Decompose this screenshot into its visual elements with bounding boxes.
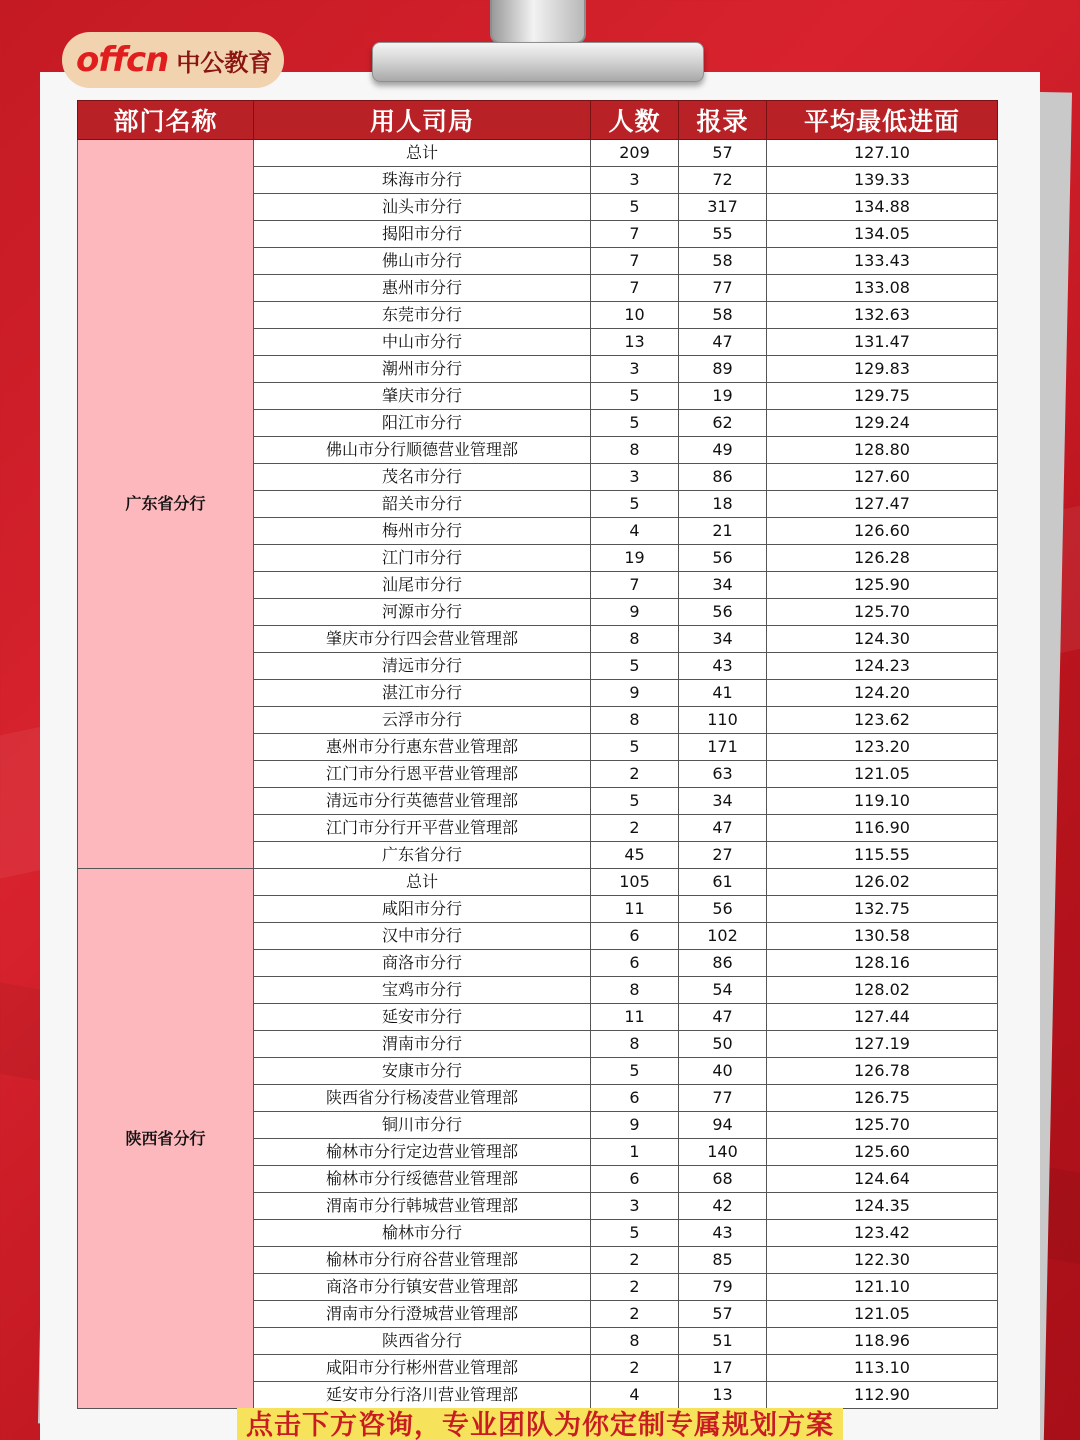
count-cell: 4: [591, 1382, 679, 1409]
min-score-cell: 119.10: [767, 788, 998, 815]
ratio-cell: 77: [679, 1085, 767, 1112]
ratio-cell: 171: [679, 734, 767, 761]
count-cell: 6: [591, 1085, 679, 1112]
count-cell: 7: [591, 572, 679, 599]
min-score-cell: 118.96: [767, 1328, 998, 1355]
bureau-cell: 榆林市分行定边营业管理部: [254, 1139, 591, 1166]
ratio-cell: 61: [679, 869, 767, 896]
bureau-cell: 惠州市分行惠东营业管理部: [254, 734, 591, 761]
bureau-cell: 惠州市分行: [254, 275, 591, 302]
min-score-cell: 124.20: [767, 680, 998, 707]
bureau-cell: 广东省分行: [254, 842, 591, 869]
logo-text-cn: 中公教育: [176, 48, 273, 77]
count-cell: 4: [591, 518, 679, 545]
bureau-cell: 总计: [254, 140, 591, 167]
count-cell: 11: [591, 896, 679, 923]
min-score-cell: 127.44: [767, 1004, 998, 1031]
min-score-cell: 127.60: [767, 464, 998, 491]
count-cell: 5: [591, 788, 679, 815]
min-score-cell: 113.10: [767, 1355, 998, 1382]
bureau-cell: 陕西省分行: [254, 1328, 591, 1355]
bureau-cell: 渭南市分行韩城营业管理部: [254, 1193, 591, 1220]
bureau-cell: 延安市分行洛川营业管理部: [254, 1382, 591, 1409]
bureau-cell: 韶关市分行: [254, 491, 591, 518]
bureau-cell: 东莞市分行: [254, 302, 591, 329]
count-cell: 3: [591, 464, 679, 491]
min-score-cell: 125.90: [767, 572, 998, 599]
ratio-cell: 40: [679, 1058, 767, 1085]
min-score-cell: 130.58: [767, 923, 998, 950]
count-cell: 7: [591, 275, 679, 302]
count-cell: 5: [591, 491, 679, 518]
consult-banner[interactable]: 点击下方咨询，专业团队为你定制专属规划方案: [237, 1408, 843, 1440]
min-score-cell: 132.63: [767, 302, 998, 329]
min-score-cell: 121.05: [767, 1301, 998, 1328]
bureau-cell: 陕西省分行杨凌营业管理部: [254, 1085, 591, 1112]
ratio-cell: 19: [679, 383, 767, 410]
ratio-cell: 34: [679, 572, 767, 599]
bureau-cell: 总计: [254, 869, 591, 896]
ratio-cell: 47: [679, 815, 767, 842]
count-cell: 3: [591, 356, 679, 383]
min-score-cell: 123.42: [767, 1220, 998, 1247]
ratio-cell: 57: [679, 140, 767, 167]
min-score-cell: 128.02: [767, 977, 998, 1004]
min-score-cell: 128.80: [767, 437, 998, 464]
ratio-cell: 85: [679, 1247, 767, 1274]
bureau-cell: 阳江市分行: [254, 410, 591, 437]
bureau-cell: 延安市分行: [254, 1004, 591, 1031]
min-score-cell: 126.78: [767, 1058, 998, 1085]
bureau-cell: 湛江市分行: [254, 680, 591, 707]
min-score-cell: 126.75: [767, 1085, 998, 1112]
ratio-cell: 72: [679, 167, 767, 194]
count-cell: 8: [591, 437, 679, 464]
dept-cell: 广东省分行: [78, 140, 254, 869]
bureau-cell: 商洛市分行: [254, 950, 591, 977]
ratio-cell: 56: [679, 545, 767, 572]
bureau-cell: 肇庆市分行四会营业管理部: [254, 626, 591, 653]
min-score-cell: 131.47: [767, 329, 998, 356]
ratio-cell: 18: [679, 491, 767, 518]
ratio-cell: 317: [679, 194, 767, 221]
count-cell: 2: [591, 1301, 679, 1328]
bureau-cell: 潮州市分行: [254, 356, 591, 383]
count-cell: 7: [591, 248, 679, 275]
min-score-cell: 123.20: [767, 734, 998, 761]
count-cell: 45: [591, 842, 679, 869]
count-cell: 105: [591, 869, 679, 896]
ratio-cell: 56: [679, 896, 767, 923]
min-score-cell: 134.88: [767, 194, 998, 221]
header-ratio: 报录: [679, 101, 767, 140]
min-score-cell: 139.33: [767, 167, 998, 194]
ratio-cell: 43: [679, 1220, 767, 1247]
bureau-cell: 榆林市分行府谷营业管理部: [254, 1247, 591, 1274]
ratio-cell: 54: [679, 977, 767, 1004]
min-score-cell: 128.16: [767, 950, 998, 977]
ratio-cell: 58: [679, 248, 767, 275]
min-score-cell: 121.05: [767, 761, 998, 788]
count-cell: 5: [591, 383, 679, 410]
count-cell: 2: [591, 1274, 679, 1301]
bureau-cell: 宝鸡市分行: [254, 977, 591, 1004]
count-cell: 2: [591, 1355, 679, 1382]
header-dept: 部门名称: [78, 101, 254, 140]
ratio-cell: 17: [679, 1355, 767, 1382]
min-score-cell: 124.35: [767, 1193, 998, 1220]
ratio-cell: 77: [679, 275, 767, 302]
bureau-cell: 汕尾市分行: [254, 572, 591, 599]
min-score-cell: 132.75: [767, 896, 998, 923]
ratio-cell: 21: [679, 518, 767, 545]
count-cell: 11: [591, 1004, 679, 1031]
bureau-cell: 肇庆市分行: [254, 383, 591, 410]
bureau-cell: 揭阳市分行: [254, 221, 591, 248]
min-score-cell: 127.47: [767, 491, 998, 518]
ratio-cell: 56: [679, 599, 767, 626]
min-score-cell: 134.05: [767, 221, 998, 248]
min-score-cell: 121.10: [767, 1274, 998, 1301]
ratio-cell: 63: [679, 761, 767, 788]
ratio-cell: 94: [679, 1112, 767, 1139]
min-score-cell: 112.90: [767, 1382, 998, 1409]
min-score-cell: 127.19: [767, 1031, 998, 1058]
brand-logo: [62, 32, 284, 88]
bureau-cell: 清远市分行英德营业管理部: [254, 788, 591, 815]
ratio-cell: 13: [679, 1382, 767, 1409]
ratio-cell: 102: [679, 923, 767, 950]
min-score-cell: 125.70: [767, 1112, 998, 1139]
count-cell: 5: [591, 410, 679, 437]
dept-cell: 陕西省分行: [78, 869, 254, 1409]
bureau-cell: 梅州市分行: [254, 518, 591, 545]
bureau-cell: 渭南市分行澄城营业管理部: [254, 1301, 591, 1328]
min-score-cell: 124.23: [767, 653, 998, 680]
min-score-cell: 133.08: [767, 275, 998, 302]
ratio-cell: 68: [679, 1166, 767, 1193]
bureau-cell: 渭南市分行: [254, 1031, 591, 1058]
bureau-cell: 清远市分行: [254, 653, 591, 680]
min-score-cell: 115.55: [767, 842, 998, 869]
min-score-cell: 116.90: [767, 815, 998, 842]
min-score-cell: 122.30: [767, 1247, 998, 1274]
count-cell: 209: [591, 140, 679, 167]
ratio-cell: 140: [679, 1139, 767, 1166]
count-cell: 8: [591, 626, 679, 653]
min-score-cell: 125.70: [767, 599, 998, 626]
bureau-cell: 云浮市分行: [254, 707, 591, 734]
min-score-cell: 126.28: [767, 545, 998, 572]
count-cell: 2: [591, 815, 679, 842]
ratio-cell: 47: [679, 1004, 767, 1031]
ratio-cell: 86: [679, 950, 767, 977]
count-cell: 9: [591, 599, 679, 626]
header-bureau: 用人司局: [254, 101, 591, 140]
ratio-cell: 34: [679, 626, 767, 653]
min-score-cell: 129.75: [767, 383, 998, 410]
ratio-cell: 86: [679, 464, 767, 491]
min-score-cell: 133.43: [767, 248, 998, 275]
count-cell: 8: [591, 707, 679, 734]
table-header-row: [78, 101, 998, 140]
bureau-cell: 榆林市分行: [254, 1220, 591, 1247]
count-cell: 10: [591, 302, 679, 329]
bureau-cell: 茂名市分行: [254, 464, 591, 491]
count-cell: 1: [591, 1139, 679, 1166]
header-count: 人数: [591, 101, 679, 140]
recruitment-table: [77, 100, 998, 1409]
ratio-cell: 41: [679, 680, 767, 707]
ratio-cell: 43: [679, 653, 767, 680]
table-row: [78, 869, 998, 896]
ratio-cell: 110: [679, 707, 767, 734]
ratio-cell: 79: [679, 1274, 767, 1301]
ratio-cell: 58: [679, 302, 767, 329]
count-cell: 5: [591, 194, 679, 221]
count-cell: 2: [591, 1247, 679, 1274]
bureau-cell: 珠海市分行: [254, 167, 591, 194]
count-cell: 5: [591, 1220, 679, 1247]
bureau-cell: 铜川市分行: [254, 1112, 591, 1139]
logo-text-en: offcn: [76, 40, 169, 80]
min-score-cell: 129.24: [767, 410, 998, 437]
count-cell: 5: [591, 653, 679, 680]
count-cell: 8: [591, 1031, 679, 1058]
count-cell: 6: [591, 1166, 679, 1193]
ratio-cell: 89: [679, 356, 767, 383]
bureau-cell: 佛山市分行: [254, 248, 591, 275]
count-cell: 5: [591, 1058, 679, 1085]
count-cell: 9: [591, 1112, 679, 1139]
min-score-cell: 126.02: [767, 869, 998, 896]
bureau-cell: 汉中市分行: [254, 923, 591, 950]
bureau-cell: 汕头市分行: [254, 194, 591, 221]
min-score-cell: 124.64: [767, 1166, 998, 1193]
count-cell: 6: [591, 923, 679, 950]
min-score-cell: 123.62: [767, 707, 998, 734]
bureau-cell: 榆林市分行绥德营业管理部: [254, 1166, 591, 1193]
count-cell: 2: [591, 761, 679, 788]
bureau-cell: 中山市分行: [254, 329, 591, 356]
bureau-cell: 咸阳市分行彬州营业管理部: [254, 1355, 591, 1382]
ratio-cell: 42: [679, 1193, 767, 1220]
count-cell: 9: [591, 680, 679, 707]
min-score-cell: 125.60: [767, 1139, 998, 1166]
data-table-container: [77, 100, 997, 1409]
bureau-cell: 商洛市分行镇安营业管理部: [254, 1274, 591, 1301]
count-cell: 6: [591, 950, 679, 977]
bureau-cell: 咸阳市分行: [254, 896, 591, 923]
count-cell: 13: [591, 329, 679, 356]
binder-clip-icon: [372, 0, 704, 86]
ratio-cell: 62: [679, 410, 767, 437]
count-cell: 7: [591, 221, 679, 248]
min-score-cell: 124.30: [767, 626, 998, 653]
ratio-cell: 57: [679, 1301, 767, 1328]
min-score-cell: 127.10: [767, 140, 998, 167]
count-cell: 5: [591, 734, 679, 761]
ratio-cell: 34: [679, 788, 767, 815]
bureau-cell: 安康市分行: [254, 1058, 591, 1085]
ratio-cell: 55: [679, 221, 767, 248]
ratio-cell: 27: [679, 842, 767, 869]
header-min-score: 平均最低进面: [767, 101, 998, 140]
count-cell: 8: [591, 977, 679, 1004]
bureau-cell: 江门市分行开平营业管理部: [254, 815, 591, 842]
bureau-cell: 佛山市分行顺德营业管理部: [254, 437, 591, 464]
ratio-cell: 47: [679, 329, 767, 356]
count-cell: 19: [591, 545, 679, 572]
ratio-cell: 49: [679, 437, 767, 464]
min-score-cell: 129.83: [767, 356, 998, 383]
bureau-cell: 江门市分行: [254, 545, 591, 572]
count-cell: 3: [591, 167, 679, 194]
ratio-cell: 50: [679, 1031, 767, 1058]
count-cell: 3: [591, 1193, 679, 1220]
table-row: [78, 140, 998, 167]
count-cell: 8: [591, 1328, 679, 1355]
bureau-cell: 河源市分行: [254, 599, 591, 626]
min-score-cell: 126.60: [767, 518, 998, 545]
bureau-cell: 江门市分行恩平营业管理部: [254, 761, 591, 788]
ratio-cell: 51: [679, 1328, 767, 1355]
